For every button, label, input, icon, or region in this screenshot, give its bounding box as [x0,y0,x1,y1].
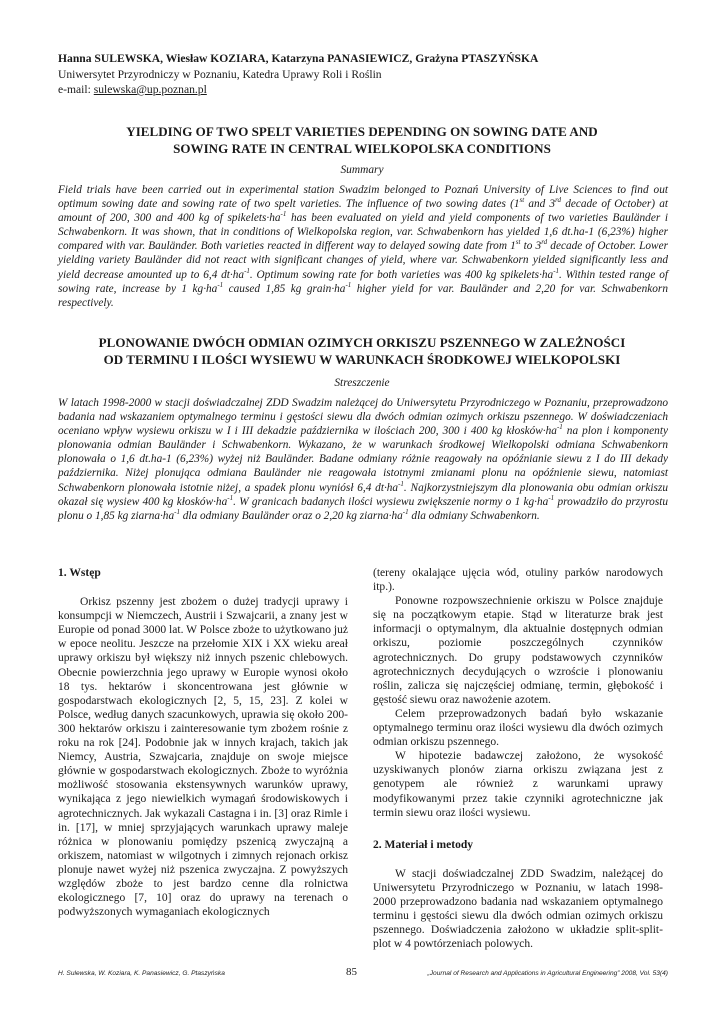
polish-title-line1: PLONOWANIE DWÓCH ODMIAN OZIMYCH ORKISZU PSZENNEGO W ZALEŻNOŚCI [98,335,626,350]
paragraph: W stacji doświadczalnej ZDD Swadzim, należącej do Uniwersytetu Przyrodniczego w Poznaniu, w latach 1998-2000 przeprowadzono badania nad wskazaniem optymalnego terminu i gęstości siewu dla dwóch odmian ozimych orkiszu pszennego. Doświadczenia założono w układzie split-split-plot w 4 powtórzeniach polowych. [373,867,663,951]
polish-title-line2: OD TERMINU I ILOŚCI WYSIEWU W WARUNKACH ŚRODKOWEJ WIELKOPOLSKI [103,352,621,367]
footer-journal: „Journal of Research and Applications in Agricultural Engineering” 2008, Vol. 53(4) [427,970,668,977]
english-title-line1: YIELDING OF TWO SPELT VARIETIES DEPENDING ON SOWING DATE AND [126,124,598,139]
body-column-left [58,566,348,919]
footer-authors: H. Sulewska, W. Koziara, K. Panasiewicz, G. Ptaszyńska [58,970,225,977]
body-column-right [373,566,663,951]
paragraph: (tereny okalające ujęcia wód, otuliny parków narodowych itp.). [373,567,663,594]
english-title-line2: SOWING RATE IN CENTRAL WIELKOPOLSKA CONDITIONS [173,141,551,156]
section-heading-methods: 2. Materiał i metody [373,838,474,851]
page-number: 85 [346,966,357,978]
paragraph: Celem przeprowadzonych badań było wskazanie optymalnego terminu oraz ilości wysiewu dla dwóch ozimych odmian orkiszu pszennego. [373,707,663,749]
author-block [58,51,668,98]
summary-heading: Summary [340,164,384,176]
page-footer [58,966,668,982]
paragraph: W hipotezie badawczej założono, że wysokość uzyskiwanych plonów ziarna orkiszu związana jest z genotypem ale również z warunkami uprawy modyfikowanymi przez takie czynniki agrotechniczne jak termin siewu oraz ilości wysiewu. [373,750,663,819]
section-heading-introduction: 1. Wstęp [58,567,101,579]
paragraph: Ponowne rozpowszechnienie orkiszu w Polsce znajduje się na początkowym etapie. Stąd w literaturze brak jest informacji o optymalnym, dla aktualnie dostępnych odmian orkiszu, poziomie poszczególnych czynników agrotechnicznych. Do grupy podstawowych czynników agrotechnicznych decydujących o wzroście i plonowaniu roślin, zalicza się najczęściej odmianę, termin, głębokość i gęstość siewu oraz nawożenie azotem. [373,595,663,706]
email-label: e-mail: [58,83,94,96]
summary-text: Field trials have been carried out in experimental station Swadzim belonged to Poznań University of Live Sciences to find out optimum sowing date and sowing rate of two spelt varieties. The influence of two sowing dates (1st and 3rd decade of October) at amount of 200, 300 and 400 kg of $spikelets\cdot ha^{-1}$ has been evaluated on yield and yield components of two varieties Bauländer i Schwabenkorn. It was shown, that in conditions of Wielkopolska region, var. Schwabenkorn has yielded 1,6 dt.ha-1 (6,23%) higher compared with var. Bauländer. Both varieties reacted in different way to delayed sowing date from 1st to 3rd decade of October. Lower yielding variety Bauländer did not react with significant changes of yield, where var. Schwabenkorn yielded significantly less and yield decrease amounted up to 6,4 $dt\cdot ha^{-1}$. Optimum sowing rate for both varieties was 400 kg $spikelets\cdot ha^{-1}$. Within tested range of sowing rate, increase by 1 $kg\cdot ha^{-1}$ caused 1,85 kg $grain\cdot ha^{-1}$ higher yield for var. Bauländer and 2,20 for var. Schwabenkorn respectively. [58,184,668,309]
author-names: Hanna SULEWSKA, Wiesław KOZIARA, Katarzyna PANASIEWICZ, Grażyna PTASZYŃSKA [58,52,539,65]
streszczenie-text: W latach 1998-2000 w stacji doświadczalnej ZDD Swadzim należącej do Uniwersytetu Przyrodniczego w Poznaniu, przeprowadzono badania nad wskazaniem optymalnego terminu i gęstości siewu dla dwóch odmian ozimych orkiszu pszennego. W doświadczeniach oceniano wpływ wysiewu orkiszu w I i III dekadzie października w ilościach 200, 300 i 400 kg $kłosków\cdot ha^{-1}$ na plon i komponenty plonowania odmian Bauländer i Schwabenkorn. Wykazano, że w warunkach środkowej Wielkopolski odmiana Schwabenkorn plonowała o 1,6 dt.ha-1 (6,23%) wyżej niż Bauländer. Badane odmiany różnie reagowały na opóźnianie siewu z I do III dekady października. Niżej plonująca odmiana Bauländer nie reagowała istotnymi zmianami plonu na opóźnienie siewu, natomiast Schwabenkorn plonowała istotnie niżej, a spadek plonu wyniósł 6,4 $dt\cdot ha^{-1}$. Najkorzystniejszym dla plonowania obu odmian orkiszu okazał się wysiew 400 kg $kłosków\cdot ha^{-1}$. W granicach badanych ilości wysiewu zwiększenie normy o 1 $kg\cdot ha^{-1}$ prowadziło do przyrostu plonu o 1,85 kg $ziarna\cdot ha^{-1}$ dla odmiany Bauländer oraz o 2,20 kg $ziarna\cdot ha^{-1}$ dla odmiany Schwabenkorn. [58,397,669,522]
polish-title [60,334,664,368]
email-line [58,82,668,98]
affiliation: Uniwersytet Przyrodniczy w Poznaniu, Katedra Uprawy Roli i Roślin [58,67,382,81]
paragraph: Orkisz pszenny jest zbożem o dużej tradycji uprawy i konsumpcji w Niemczech, Austrii i Szwajcarii, a znany jest w Europie od ponad 3000 lat. W Polsce zboże to użytkowano już w epoce neolitu. Jeszcze na przełomie XIX i XX wieku areał uprawy orkiszu był większy niż innych pszenic chlebowych. Obecnie powierzchnia jego uprawy w Europie wynosi około 18 tys. hektarów i skoncentrowana jest głównie w gospodarstwach ekologicznych [2, 5, 15, 23]. Z kolei w Polsce, według danych szacunkowych, uprawia się około 200-300 hektarów orkiszu i zainteresowanie tym zbożem rośnie z roku na rok [24]. Podobnie jak w innych krajach, takich jak Niemcy, Austria, Szwajcaria, znajduje on swoje miejsce głównie w gospodarstwach ekologicznych. Zboże to wyróżnia możliwość stosowania ekstensywnych warunków uprawy, wynikająca z jego niewielkich wymagań środowiskowych i agrotechnicznych. Jak wykazali Castagna i in. [3] oraz Rimle i in. [17], w mniej sprzyjających warunkach uprawy maleje różnica w plonowaniu pomiędzy pszenicą zwyczajną a orkiszem, natomiast w wilgotnych i zimnych rejonach orkisz plonuje nawet wyżej niż pszenica zwyczajna. Z powyższych względów zboże to jest bardzo cenne dla rolnictwa ekologicznego [7, 10] oraz do uprawy na terenach o podwyższonych wymaganiach ekologicznych [58,596,348,919]
streszczenie-heading: Streszczenie [334,377,390,389]
english-title [60,123,664,157]
email-link[interactable]: sulewska@up.poznan.pl [93,83,207,96]
